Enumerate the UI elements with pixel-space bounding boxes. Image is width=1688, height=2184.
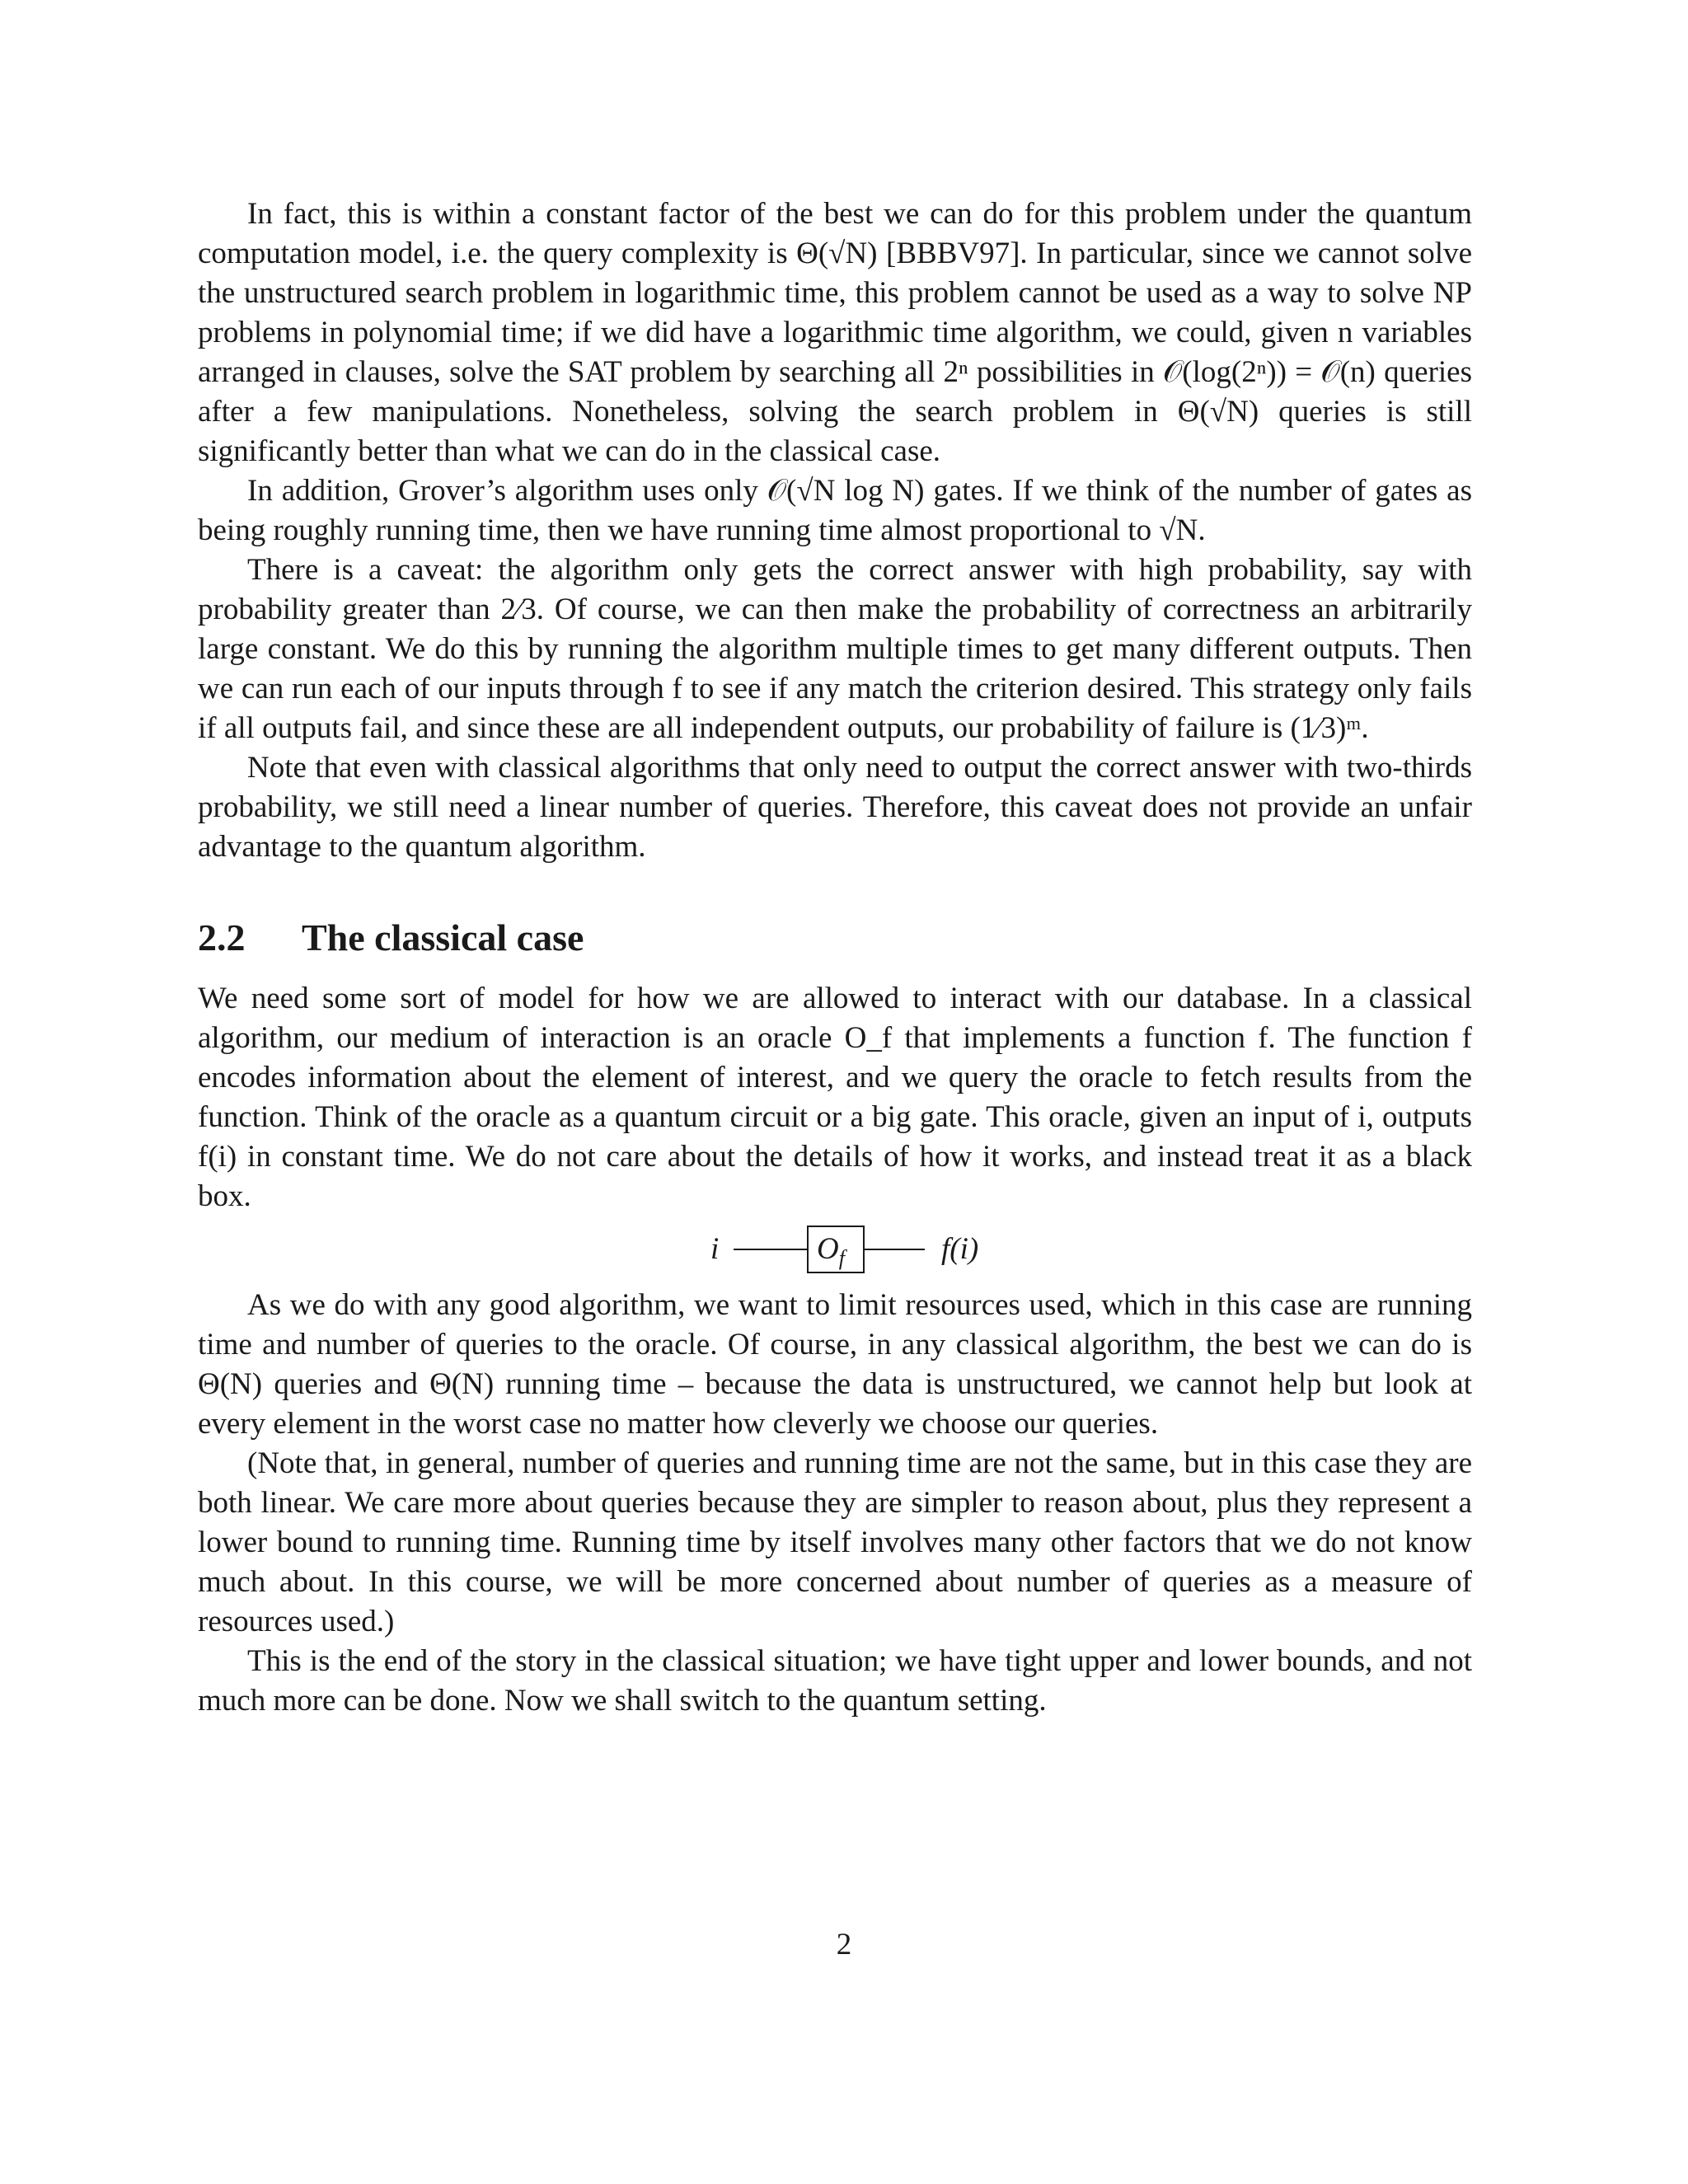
section-heading [198, 915, 1472, 961]
section-number: 2.2 [198, 916, 246, 958]
paragraph-query-complexity: In fact, this is within a constant factor of the best we can do for this problem under the quantum computation model, i.e. the query complexity is Θ(√N) [BBBV97]. In particular, since we cannot solve the unstructured search problem in logarithmic time, this problem cannot be used as a way to solve NP problems in polynomial time; if we did have a logarithmic time algorithm, we could, given n variables arranged in clauses, solve the SAT problem by searching all 2ⁿ possibilities in 𝒪(log(2ⁿ)) = 𝒪(n) queries after a few manipulations. Nonetheless, solving the search problem in Θ(√N) queries is still significantly better than what we can do in the classical case. [198, 197, 1472, 468]
oracle-input-label: i [710, 1232, 720, 1266]
paragraph-queries-note: (Note that, in general, number of queries and running time are not the same, but in this case they are both linear. We care more about queries because they are simpler to reason about, plus they represent a lower bound to running time. Running time by itself involves many other factors that we do not know much about. In this course, we will be more concerned about number of queries as a measure of resources used.) [198, 1446, 1472, 1638]
paragraph-caveat: There is a caveat: the algorithm only gets the correct answer with high probability, say with probability greater than 2⁄3. Of course, we can then make the probability of correctness an arbitrarily large constant. We do this by running the algorithm multiple times to get many different outputs. Then we can run each of our inputs through f to see if any match the criterion desired. This strategy only fails if all outputs fail, and since these are all independent outputs, our probability of failure is (1⁄3)ᵐ. [198, 553, 1472, 745]
paragraph-resources: As we do with any good algorithm, we want to limit resources used, which in this case are running time and number of queries to the oracle. Of course, in any classical algorithm, the best we can do is Θ(N) queries and Θ(N) running time – because the data is unstructured, we cannot help but look at every element in the worst case no matter how cleverly we choose our queries. [198, 1288, 1472, 1441]
oracle-diagram [198, 1220, 1472, 1281]
paragraph-oracle-model: We need some sort of model for how we are allowed to interact with our database. In a classical algorithm, our medium of interaction is an oracle O_f that implements a function f. The function f encodes information about the element of interest, and we query the oracle to fetch results from the function. Think of the oracle as a quantum circuit or a big gate. This oracle, given an input of i, outputs f(i) in constant time. We do not care about the details of how it works, and instead treat it as a black box. [198, 982, 1472, 1213]
paragraph-gate-count: In addition, Grover’s algorithm uses only 𝒪(√N log N) gates. If we think of the number of gates as being roughly running time, then we have running time almost proportional to √N. [198, 474, 1472, 547]
oracle-diagram-svg [198, 1220, 1472, 1281]
section-title: The classical case [302, 916, 584, 958]
paper-page [198, 194, 1472, 1721]
paragraph-classical-comparison: Note that even with classical algorithms that only need to output the correct answer with two-thirds probability, we still need a linear number of queries. Therefore, this caveat does not provide an unfair advantage to the quantum algorithm. [198, 751, 1472, 864]
oracle-output-label: f(i) [941, 1232, 979, 1266]
page-number: 2 [836, 1928, 852, 1961]
oracle-box-label: $O_f$ [817, 1232, 845, 1270]
paragraph-classical-end: This is the end of the story in the classical situation; we have tight upper and lower bounds, and not much more can be done. Now we shall switch to the quantum setting. [198, 1644, 1472, 1718]
